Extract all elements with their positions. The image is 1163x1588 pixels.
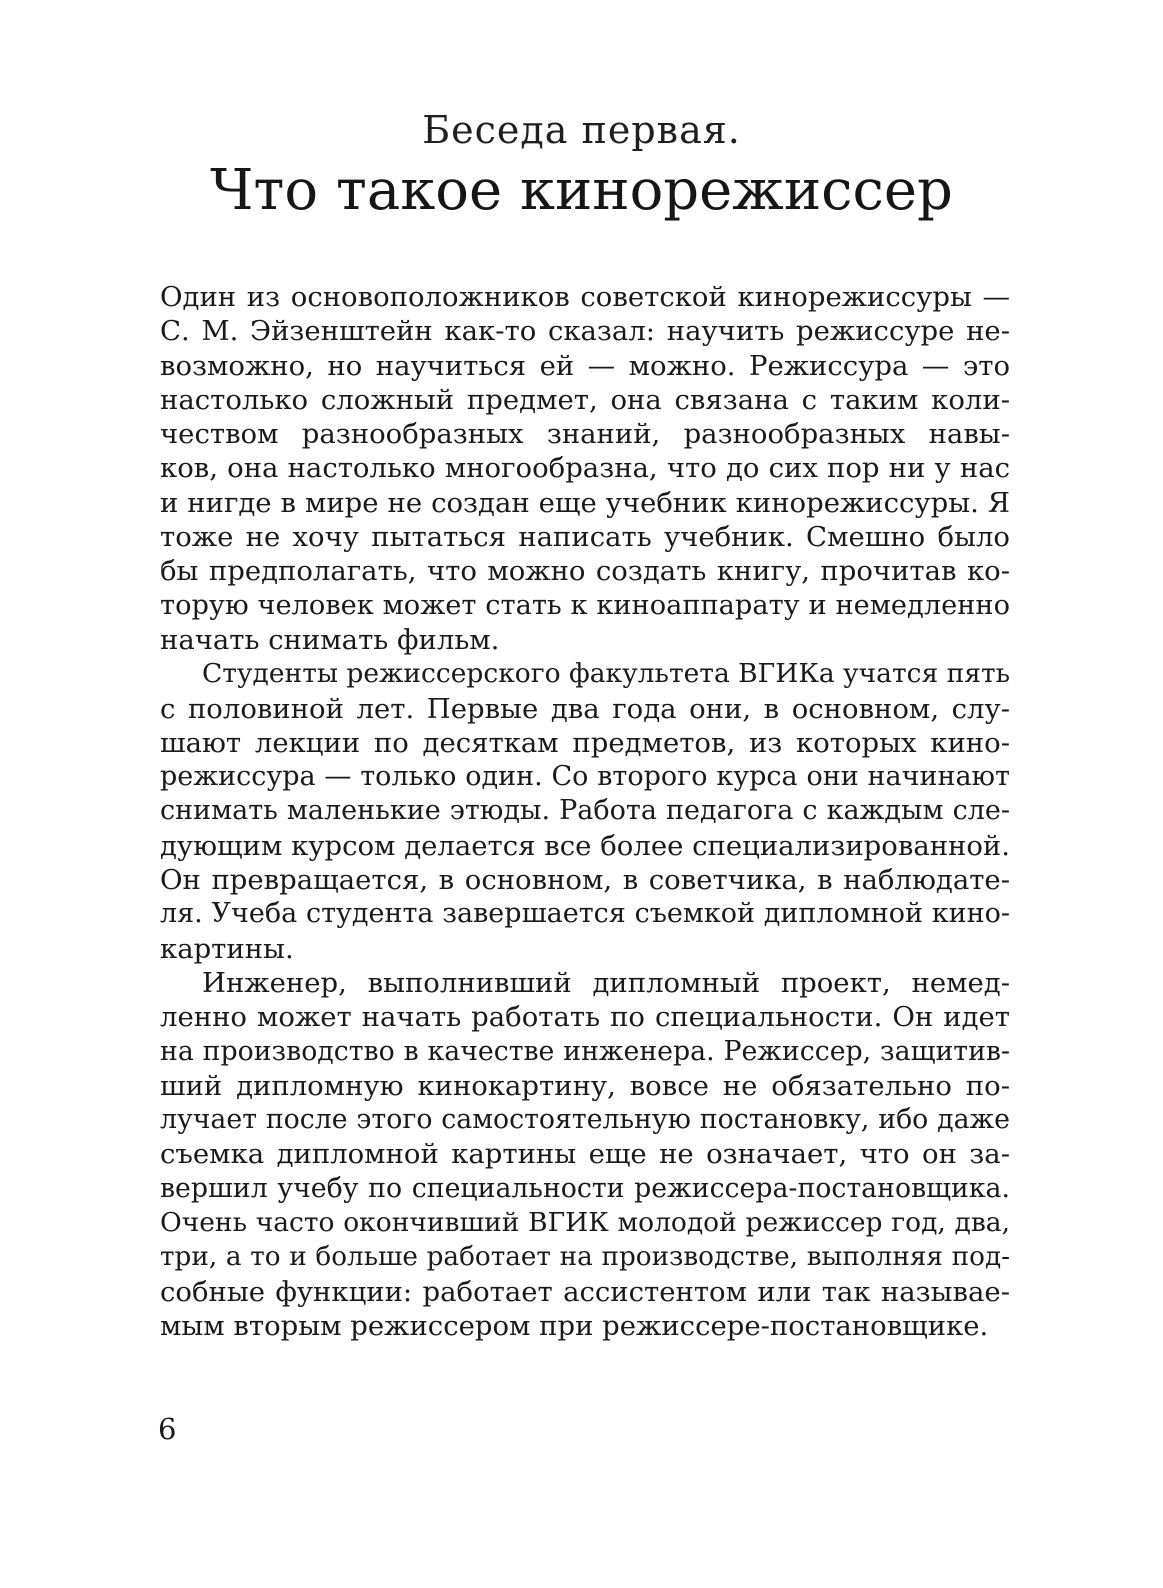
- text-line: ший дипломную кинокартину, вовсе не обязательно по-: [160, 1069, 1010, 1102]
- text-line: С. М. Эйзенштейн как-то сказал: научить режиссуре не-: [160, 315, 1010, 348]
- text-line: тоже не хочу пытаться написать учебник. Смешно было: [160, 521, 1010, 554]
- text-line: Один из основоположников советской кинорежиссуры —: [160, 281, 1010, 313]
- text-line: дующим курсом делается все более специализированной.: [160, 829, 1010, 862]
- text-line: торую человек может стать к киноаппарату и немедленно: [160, 589, 1010, 621]
- text-line: снимать маленькие этюды. Работа педагога с каждым сле-: [160, 795, 1010, 827]
- paragraph: [160, 966, 1010, 1343]
- text-line: настолько сложный предмет, она связана с таким коли-: [160, 383, 1010, 416]
- text-line: ков, она настолько многообразна, что до сих пор ни у нас: [160, 452, 1010, 485]
- paragraph: [160, 657, 1010, 966]
- text-line: три, а то и больше работает на производстве, выполняя под-: [160, 1242, 1010, 1273]
- text-line: ля. Учеба студента завершается съемкой дипломной кино-: [160, 898, 1010, 930]
- text-line: съемка дипломной картины еще не означает, что он за-: [160, 1138, 1010, 1171]
- text-line: картины.: [160, 932, 294, 965]
- text-line: лучает после этого самостоятельную постановку, ибо даже: [160, 1104, 1010, 1136]
- text-line: Инженер, выполнивший дипломный проект, немед-: [202, 966, 1010, 999]
- text-line: Он превращается, в основном, в советчика, в наблюдате-: [160, 864, 1010, 897]
- text-line: с половиной лет. Первые два года они, в основном, слу-: [160, 692, 1010, 725]
- text-line: бы предполагать, что можно создать книгу, прочитав ко-: [160, 555, 1010, 588]
- body-text: [160, 280, 1010, 1343]
- text-line: ленно может начать работать по специальности. Он идет: [160, 1001, 1010, 1034]
- text-line: на производство в качестве инженера. Режиссер, защитив-: [160, 1035, 1010, 1067]
- text-line: и нигде в мире не создан еще учебник кинорежиссуры. Я: [160, 486, 1010, 519]
- text-line: Очень часто окончивший ВГИК молодой режиссер год, два,: [160, 1207, 1010, 1239]
- chapter-title: Что такое кинорежиссер: [210, 158, 953, 223]
- page-number: 6: [158, 1412, 177, 1446]
- text-line: мым вторым режиссером при режиссере-постановщике.: [160, 1309, 989, 1342]
- text-line: Студенты режиссерского факультета ВГИКа учатся пять: [202, 658, 1011, 690]
- text-line: режиссура — только один. Со второго курса они начинают: [160, 761, 1010, 793]
- text-line: начать снимать фильм.: [160, 623, 500, 656]
- paragraph: [160, 280, 1010, 657]
- chapter-subtitle: Беседа первая.: [422, 108, 741, 152]
- text-line: собные функции: работает ассистентом или так называе-: [160, 1275, 1010, 1308]
- text-line: возможно, но научиться ей — можно. Режиссура — это: [160, 349, 1010, 382]
- text-line: шают лекции по десяткам предметов, из которых кино-: [160, 726, 1010, 759]
- text-line: вершил учебу по специальности режиссера-постановщика.: [160, 1172, 1010, 1204]
- text-line: чеством разнообразных знаний, разнообразных навы-: [160, 418, 1010, 451]
